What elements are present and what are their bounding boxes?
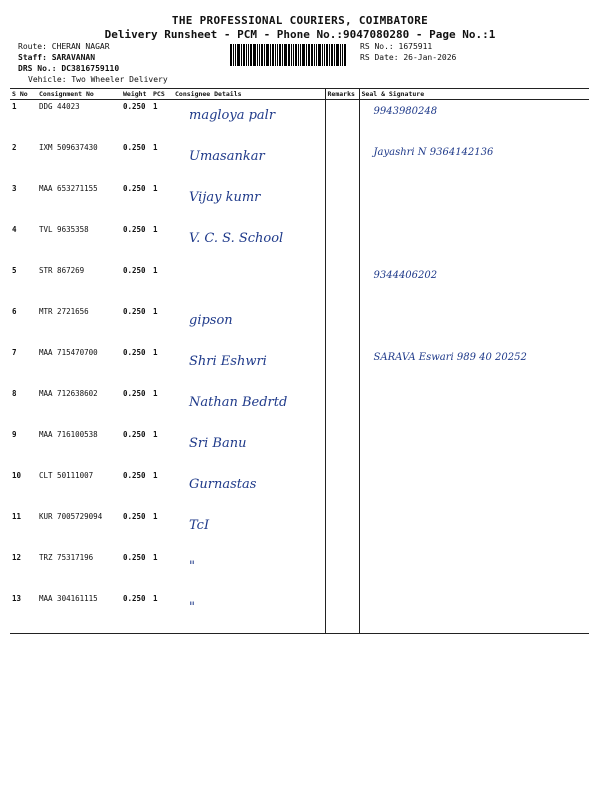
row-remarks (325, 100, 359, 142)
barcode-bar (291, 44, 292, 66)
row-sno: 7 (12, 348, 17, 357)
row-pcs: 1 (153, 225, 158, 234)
row-weight: 0.250 (121, 592, 151, 634)
row-signature-text: 9943980248 (373, 106, 438, 117)
row-consignee-text: Sri Banu (189, 436, 247, 451)
table-row (10, 428, 589, 469)
barcode-bar (250, 44, 252, 66)
row-consignee (173, 346, 325, 387)
row-pcs: 1 (153, 348, 158, 357)
row-signature (359, 182, 589, 223)
row-sno: 3 (12, 184, 17, 193)
row-weight: 0.250 (123, 184, 146, 193)
table-row (10, 100, 589, 142)
row-consignment-no: CLT 50111007 (39, 471, 94, 480)
barcode-bar (293, 44, 294, 66)
row-weight: 0.250 (123, 430, 146, 439)
barcode-bar (326, 44, 328, 66)
row-pcs: 1 (153, 471, 158, 480)
barcode-bar (261, 44, 263, 66)
barcode-bar (248, 44, 249, 66)
barcode-bar (302, 44, 305, 66)
barcode-bar (340, 44, 341, 66)
table-header-row (10, 89, 589, 100)
barcode-bar (334, 44, 335, 66)
runsheet-title: THE PROFESSIONAL COURIERS, COIMBATORE (171, 14, 429, 27)
row-consignment-no: MTR 2721656 (39, 307, 89, 316)
row-weight: 0.250 (123, 266, 146, 275)
col-pcs: PCS (151, 89, 173, 100)
row-pcs: 1 (153, 512, 158, 521)
barcode-bar (288, 44, 290, 66)
row-signature-text (362, 307, 588, 311)
row-consignee (173, 100, 325, 142)
row-signature-text (362, 225, 588, 229)
barcode-bar (279, 44, 281, 66)
table-row (10, 141, 589, 182)
row-sno: 9 (12, 430, 17, 439)
row-weight: 0.250 (123, 553, 146, 562)
table-row (10, 510, 589, 551)
barcode-bar (311, 44, 313, 66)
rs-no-field: RS No.: 1675911 (360, 42, 433, 51)
col-consignment-no: Consignment No (37, 89, 121, 100)
runsheet-table (10, 88, 589, 634)
row-signature (359, 264, 589, 305)
row-remarks (325, 346, 359, 387)
col-consignee-details: Consignee Details (173, 89, 325, 100)
row-weight: 0.250 (123, 143, 146, 152)
row-pcs: 1 (153, 307, 158, 316)
row-signature (359, 387, 589, 428)
route-field: Route: CHERAN NAGAR (18, 42, 110, 51)
runsheet-subtitle: Delivery Runsheet - PCM - Phone No.:9047080280 - Page No.:1 (104, 28, 496, 41)
row-consignee (173, 182, 325, 223)
row-signature (359, 305, 589, 346)
row-consignee-text: Gurnastas (189, 477, 257, 492)
row-weight: 0.250 (123, 225, 146, 234)
row-signature-text (362, 512, 588, 516)
row-signature (359, 510, 589, 551)
row-consignment-no: MAA 653271155 (39, 184, 98, 193)
barcode-bar (277, 44, 278, 66)
barcode-bar (275, 44, 276, 66)
row-pcs: 1 (153, 143, 158, 152)
barcode-bar (318, 44, 321, 66)
rs-date-field: RS Date: 26-Jan-2026 (360, 53, 457, 62)
barcode-bar (264, 44, 265, 66)
barcode-bar (314, 44, 315, 66)
row-pcs: 1 (153, 184, 158, 193)
table-row (10, 551, 589, 592)
row-signature (359, 100, 589, 142)
table-row (10, 387, 589, 428)
table-row (10, 264, 589, 305)
barcode-bar (246, 44, 247, 66)
barcode-bar (331, 44, 333, 66)
barcode (230, 44, 356, 66)
row-consignee-text: Shri Eshwri (189, 354, 267, 369)
barcode-bar (237, 44, 240, 66)
barcode-bar (336, 44, 339, 66)
table-row (10, 182, 589, 223)
row-remarks (325, 469, 359, 510)
row-consignment-no: KUR 7005729094 (39, 512, 103, 521)
row-signature (359, 223, 589, 264)
row-sno: 11 (12, 512, 22, 521)
row-signature-text (362, 471, 588, 475)
barcode-bar (272, 44, 274, 66)
row-signature-text (362, 430, 588, 434)
row-consignee (173, 469, 325, 510)
row-consignee (173, 428, 325, 469)
row-signature-text: 9344406202 (373, 270, 438, 281)
row-signature-text: SARAVA Eswari 989 40 20252 (373, 352, 527, 363)
row-consignment-no: TRZ 75317196 (39, 553, 94, 562)
row-remarks (325, 305, 359, 346)
row-consignee-text: Vijay kumr (189, 190, 261, 205)
barcode-bar (230, 44, 232, 66)
barcode-bar (329, 44, 330, 66)
row-signature-text (362, 184, 588, 188)
barcode-bar (266, 44, 269, 66)
drs-field: DRS No.: DC3816759110 (18, 64, 120, 73)
row-pcs: 1 (153, 430, 158, 439)
row-consignment-no: TVL 9635358 (39, 225, 89, 234)
row-weight: 0.250 (123, 389, 146, 398)
row-remarks (325, 592, 359, 634)
row-sno: 2 (12, 143, 17, 152)
vehicle-field: Vehicle: Two Wheeler Delivery (28, 75, 168, 84)
barcode-bar (322, 44, 323, 66)
row-sno: 12 (12, 553, 22, 562)
barcode-bar (300, 44, 301, 66)
row-consignment-no: DDG 44023 (39, 102, 80, 111)
row-consignment-no: MAA 715470700 (39, 348, 98, 357)
row-signature-text (362, 553, 588, 557)
row-remarks (325, 141, 359, 182)
row-signature (359, 592, 589, 634)
row-weight: 0.250 (123, 307, 146, 316)
barcode-bar (324, 44, 325, 66)
row-pcs: 1 (153, 102, 158, 111)
row-consignment-no: IXM 509637430 (39, 143, 98, 152)
row-signature-text (362, 389, 588, 393)
table-row (10, 592, 589, 634)
staff-field: Staff: SARAVANAN (18, 53, 96, 62)
row-consignee (173, 305, 325, 346)
barcode-bar (295, 44, 297, 66)
row-weight: 0.250 (123, 102, 146, 111)
row-signature (359, 141, 589, 182)
row-signature (359, 551, 589, 592)
barcode-bar (344, 44, 346, 66)
barcode-bar (233, 44, 234, 66)
row-consignee-text: " (189, 559, 195, 574)
row-signature-text (362, 594, 588, 598)
row-remarks (325, 223, 359, 264)
row-remarks (325, 387, 359, 428)
row-consignee (173, 264, 325, 305)
row-signature (359, 346, 589, 387)
col-remarks: Remarks (325, 89, 359, 100)
row-remarks (325, 551, 359, 592)
row-consignee-text: Umasankar (189, 149, 265, 164)
barcode-bar (342, 44, 343, 66)
row-weight: 0.250 (123, 471, 146, 480)
row-pcs: 1 (153, 266, 158, 275)
row-remarks (325, 182, 359, 223)
barcode-bar (306, 44, 307, 66)
row-sno: 1 (12, 102, 17, 111)
row-sno: 4 (12, 225, 17, 234)
barcode-bar (253, 44, 256, 66)
row-remarks (325, 264, 359, 305)
row-consignee-text (175, 266, 323, 272)
row-consignee-text: gipson (189, 313, 233, 328)
row-weight: 0.250 (123, 348, 146, 357)
row-remarks (325, 510, 359, 551)
row-sno: 6 (12, 307, 17, 316)
row-sno: 13 (10, 592, 37, 634)
row-consignee-text: V. C. S. School (189, 231, 284, 246)
table-row (10, 305, 589, 346)
row-consignee (173, 141, 325, 182)
row-consignment-no: MAA 716100538 (39, 430, 98, 439)
row-consignee-text: " (189, 600, 195, 615)
table-row (10, 469, 589, 510)
col-sno: S No (10, 89, 37, 100)
barcode-bar (282, 44, 283, 66)
row-signature (359, 428, 589, 469)
barcode-bar (316, 44, 317, 66)
row-consignee (173, 510, 325, 551)
row-consignee-text: Nathan Bedrtd (189, 395, 288, 410)
row-consignee-text: TcI (189, 518, 210, 533)
row-consignee-text: magloya palr (189, 108, 276, 123)
table-row (10, 223, 589, 264)
row-consignment-no: MAA 712638602 (39, 389, 98, 398)
row-pcs: 1 (153, 553, 158, 562)
table-row (10, 346, 589, 387)
row-consignment-no: STR 867269 (39, 266, 85, 275)
row-signature (359, 469, 589, 510)
row-consignment-no: MAA 304161115 (37, 592, 121, 634)
barcode-bar (243, 44, 245, 66)
row-sno: 5 (12, 266, 17, 275)
row-pcs: 1 (151, 592, 173, 634)
row-weight: 0.250 (123, 512, 146, 521)
col-seal-signature: Seal & Signature (359, 89, 589, 100)
row-consignee (173, 592, 325, 634)
col-weight: Weight (121, 89, 151, 100)
row-sno: 8 (12, 389, 17, 398)
row-consignee (173, 551, 325, 592)
barcode-bar (259, 44, 260, 66)
barcode-bar (308, 44, 310, 66)
barcode-bar (284, 44, 287, 66)
barcode-bar (257, 44, 258, 66)
barcode-bar (298, 44, 299, 66)
barcode-bar (241, 44, 242, 66)
row-remarks (325, 428, 359, 469)
barcode-bar (235, 44, 236, 66)
row-sno: 10 (12, 471, 22, 480)
row-pcs: 1 (153, 389, 158, 398)
row-consignee (173, 387, 325, 428)
row-consignee (173, 223, 325, 264)
row-signature-text: Jayashri N 9364142136 (373, 147, 494, 158)
barcode-bar (270, 44, 271, 66)
